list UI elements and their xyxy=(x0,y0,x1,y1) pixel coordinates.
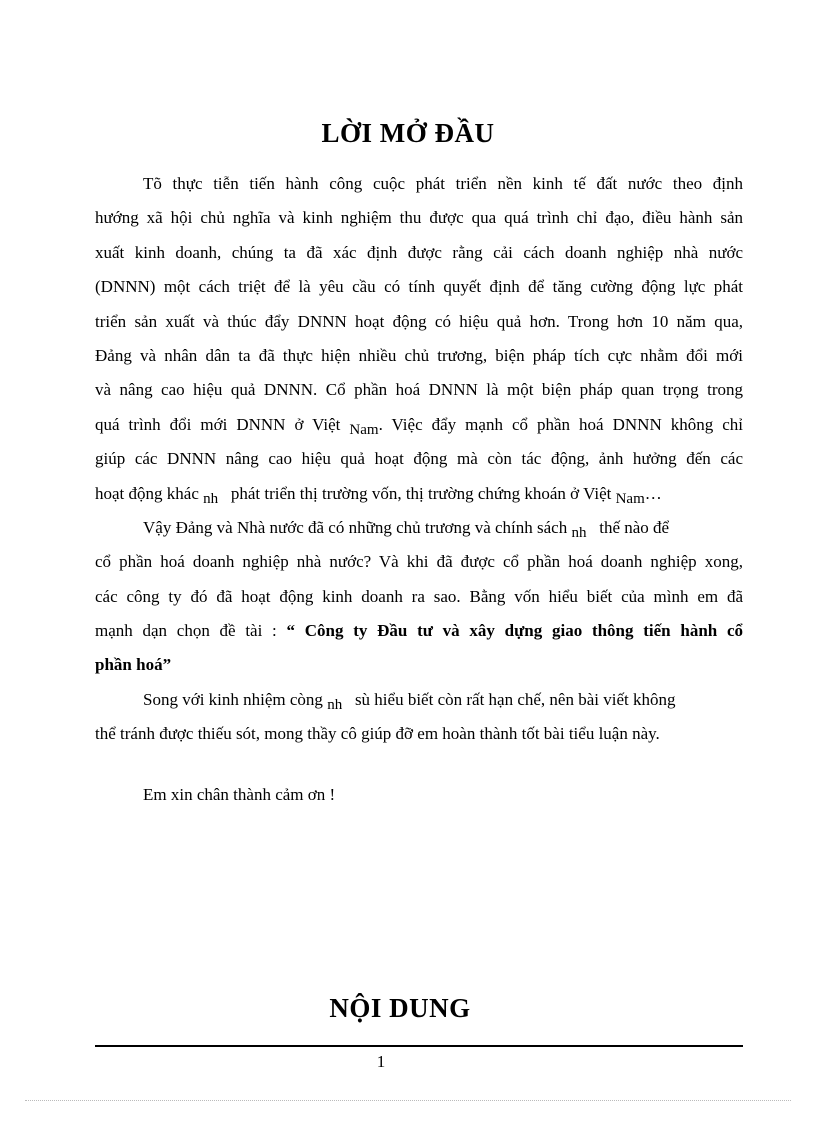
text-segment: Vậy Đảng và Nhà nước đã có những chủ trương và chính sách xyxy=(143,517,568,537)
paragraph-2-line-3: các công ty đó đã hoạt động kinh doanh ra sao. Bằng vốn hiểu biết của mình em đã xyxy=(95,586,743,606)
text-segment: phát triển thị trường vốn, thị trường chứng khoán ở Việt xyxy=(230,483,612,503)
paragraph-1-line-7: và nâng cao hiệu quả DNNN. Cổ phần hoá DNNN là một biện pháp quan trọng trong xyxy=(95,380,743,400)
paragraph-1-line-6: Đảng và nhân dân ta đã thực hiện nhiều chủ trương, biện pháp tích cực nhằm đổi mới xyxy=(95,345,743,365)
text-segment: … xyxy=(644,483,662,503)
paragraph-3-line-1 xyxy=(95,683,743,717)
closing-line: Em xin chân thành cảm ơn ! xyxy=(143,784,336,804)
paragraph-1-line-5: triển sản xuất và thúc đẩy DNNN hoạt động có hiệu quả hơn. Trong hơn 10 năm qua, xyxy=(95,311,743,331)
subscript-text: Nam xyxy=(349,421,379,438)
page-edge-divider xyxy=(25,1100,791,1101)
paragraph-1-line-10 xyxy=(95,477,743,511)
text-segment: mạnh dạn chọn đề tài : xyxy=(95,621,277,641)
footer-rule xyxy=(95,1045,743,1047)
paragraph-2-line-5: phần hoá” xyxy=(95,655,172,675)
paragraph-1-line-3: xuất kinh doanh, chúng ta đã xác định được rằng cải cách doanh nghiệp nhà nước xyxy=(95,242,743,262)
paragraph-1-line-1: Tõ thực tiễn tiến hành công cuộc phát triển nền kinh tế đất nước theo định xyxy=(143,174,743,193)
page-number: 1 xyxy=(376,1052,386,1071)
paragraph-1-line-9: giúp các DNNN nâng cao hiệu quả hoạt động mà còn tác động, ảnh hưởng đến các xyxy=(95,449,743,469)
topic-title: “ Công ty Đầu tư và xây dựng giao thông tiến hành cổ xyxy=(286,621,744,641)
text-segment: hoạt động khác xyxy=(95,483,199,503)
text-segment: thế nào để xyxy=(599,517,670,537)
paragraph-3-line-2: thể tránh được thiếu sót, mong thầy cô giúp đỡ em hoàn thành tốt bài tiểu luận này. xyxy=(95,724,660,744)
text-segment: sù hiểu biết còn rất hạn chế, nên bài viết không xyxy=(354,689,676,709)
subscript-text: nh xyxy=(327,696,343,713)
paragraph-2-line-2: cổ phần hoá doanh nghiệp nhà nước? Và khi đã được cổ phần hoá doanh nghiệp xong, xyxy=(95,552,743,572)
page-title: LỜI MỞ ĐẦU xyxy=(321,118,495,148)
paragraph-2-line-4 xyxy=(95,614,743,648)
subscript-text: nh xyxy=(203,490,219,507)
section-title: NỘI DUNG xyxy=(329,993,471,1023)
text-segment: quá trình đổi mới DNNN ở Việt xyxy=(95,414,341,434)
text-segment: Song với kinh nhiệm còng xyxy=(143,689,323,709)
paragraph-1-line-8 xyxy=(95,408,743,442)
subscript-text: Nam xyxy=(615,490,645,507)
text-segment: . Việc đẩy mạnh cổ phần hoá DNNN không chỉ xyxy=(378,414,744,434)
paragraph-2-line-1 xyxy=(95,511,743,545)
paragraph-1-line-2: hướng xã hội chủ nghĩa và kinh nghiệm thu được qua quá trình chỉ đạo, điều hành sản xyxy=(95,208,743,228)
document-body xyxy=(95,167,743,812)
paragraph-1-line-4: (DNNN) một cách triệt để là yêu cầu có tính quyết định để tăng cường động lực phát xyxy=(95,277,743,297)
subscript-text: nh xyxy=(571,524,587,541)
